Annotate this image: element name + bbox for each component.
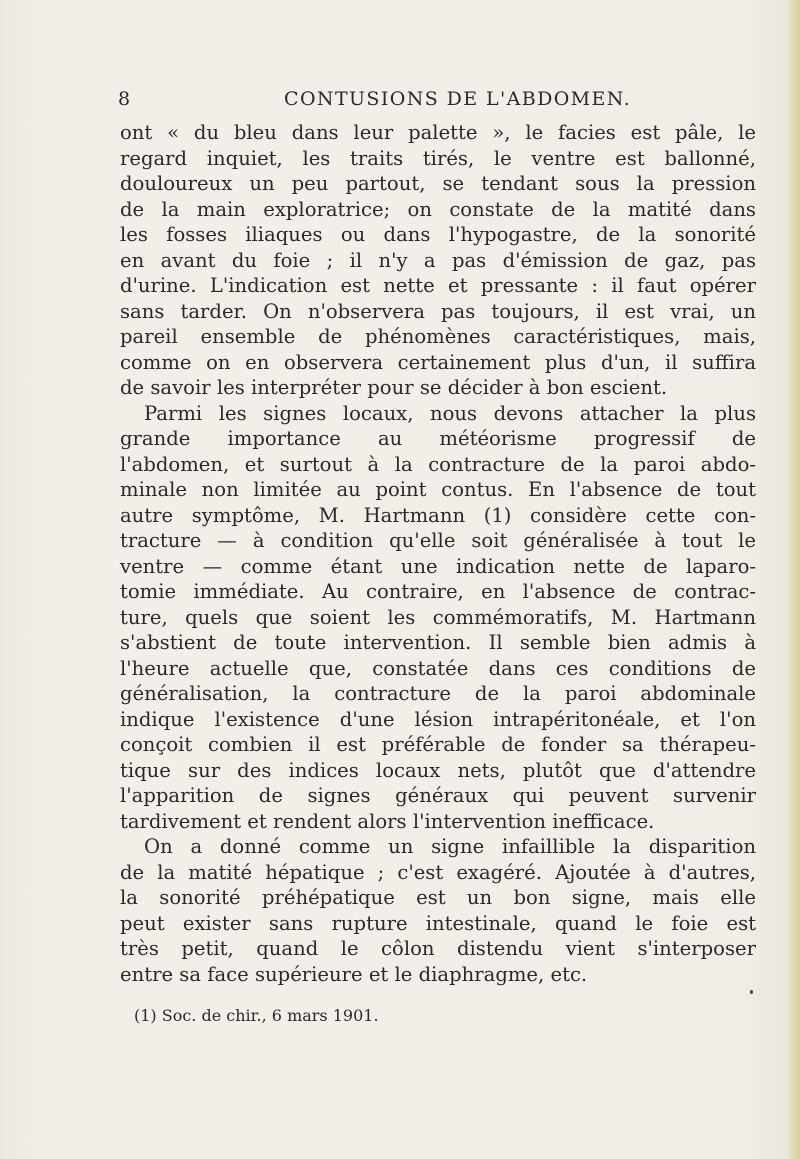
text-line: sans tarder. On n'observera pas toujours, il est vrai, un	[120, 299, 756, 323]
text-line: conçoit combien il est préférable de fonder sa thérapeu-	[120, 733, 756, 756]
text-line: en avant du foie ; il n'y a pas d'émission de gaz, pas	[120, 248, 756, 272]
footnote: (1) Soc. de chir., 6 mars 1901.	[134, 1006, 379, 1025]
text-line: tracture — à condition qu'elle soit généralisée à tout le	[120, 529, 756, 552]
text-line: On a donné comme un signe infaillible la disparition	[144, 835, 756, 858]
text-line: pareil ensemble de phénomènes caractéristiques, mais,	[120, 325, 756, 348]
page-edge-shadow	[786, 0, 800, 1159]
body-text	[120, 120, 756, 987]
text-line: regard inquiet, les traits tirés, le ventre est ballonné,	[120, 146, 756, 170]
text-line: l'abdomen, et surtout à la contracture de la paroi abdo-	[120, 452, 756, 476]
text-line: s'abstient de toute intervention. Il semble bien admis à	[120, 631, 756, 654]
text-line: d'urine. L'indication est nette et pressante : il faut opérer	[120, 274, 756, 297]
text-line: peut exister sans rupture intestinale, quand le foie est	[120, 911, 756, 935]
page-header	[118, 88, 758, 116]
text-line: ventre — comme étant une indication nette de laparo-	[120, 554, 756, 578]
text-line: de savoir les interpréter pour se décider à bon escient.	[120, 376, 668, 399]
text-line: douloureux un peu partout, se tendant sous la pression	[120, 172, 756, 195]
text-line: l'heure actuelle que, constatée dans ces conditions de	[120, 656, 756, 680]
text-line: les fosses iliaques ou dans l'hypogastre, de la sonorité	[120, 223, 756, 246]
text-line: tique sur des indices locaux nets, plutôt que d'attendre	[120, 758, 756, 782]
text-line: autre symptôme, M. Hartmann (1) considère cette con-	[120, 503, 756, 527]
text-line: entre sa face supérieure et le diaphragme, etc.	[120, 962, 588, 986]
page-number: 8	[118, 88, 132, 110]
text-line: de la matité hépatique ; c'est exagéré. Ajoutée à d'autres,	[120, 860, 756, 884]
text-line: de la main exploratrice; on constate de la matité dans	[120, 197, 756, 221]
text-line: tardivement et rendent alors l'intervention inefficace.	[120, 809, 655, 833]
text-line: comme on en observera certainement plus d'un, il suffira	[120, 350, 756, 374]
text-line: ont « du bleu dans leur palette », le facies est pâle, le	[120, 121, 756, 144]
text-line: l'apparition de signes généraux qui peuvent survenir	[120, 784, 756, 807]
text-line: tomie immédiate. Au contraire, en l'absence de contrac-	[120, 580, 756, 603]
text-line: très petit, quand le côlon distendu vient s'interposer	[120, 937, 756, 960]
ink-speck	[750, 990, 753, 994]
text-line: généralisation, la contracture de la paroi abdominale	[120, 682, 756, 705]
running-head: CONTUSIONS DE L'ABDOMEN.	[284, 88, 632, 110]
text-line: ture, quels que soient les commémoratifs, M. Hartmann	[120, 605, 756, 629]
text-line: la sonorité préhépatique est un bon signe, mais elle	[120, 886, 756, 909]
text-line: grande importance au météorisme progressif de	[120, 427, 756, 450]
text-line: Parmi les signes locaux, nous devons attacher la plus	[144, 401, 756, 425]
text-line: indique l'existence d'une lésion intrapéritonéale, et l'on	[120, 707, 756, 731]
text-line: minale non limitée au point contus. En l'absence de tout	[120, 478, 756, 501]
